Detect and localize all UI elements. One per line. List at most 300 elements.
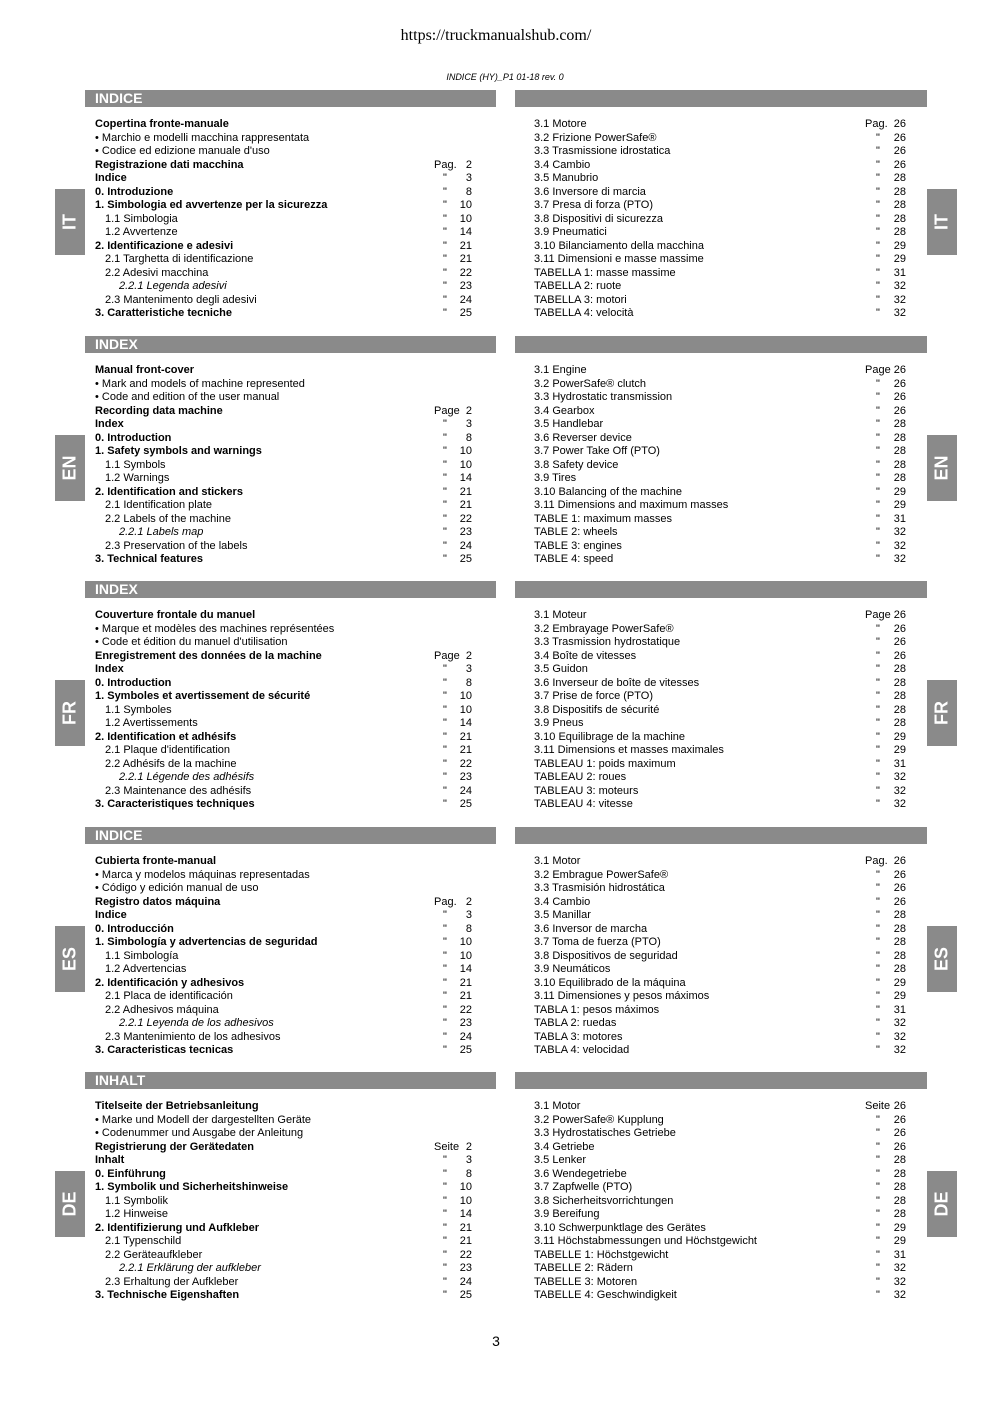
toc-entry[interactable]: [95, 785, 495, 799]
toc-entry[interactable]: [534, 717, 914, 731]
toc-entry[interactable]: [95, 869, 495, 883]
source-url[interactable]: https://truckmanualshub.com/: [400, 27, 592, 44]
toc-entry[interactable]: [534, 159, 914, 173]
toc-entry[interactable]: [95, 159, 495, 173]
toc-column-right: [534, 118, 914, 321]
toc-entry-title: 3.9 Pneus: [534, 717, 584, 729]
toc-entry[interactable]: [95, 609, 495, 623]
toc-entry[interactable]: [95, 226, 495, 240]
toc-entry-page-number: 24: [459, 1030, 472, 1043]
toc-entry-title: 3.5 Manillar: [534, 909, 591, 921]
toc-entry-title: TABLE 3: engines: [534, 539, 622, 552]
toc-entry[interactable]: [534, 213, 914, 227]
toc-entry[interactable]: [534, 240, 914, 254]
toc-entry-title: 3.8 Dispositivos de seguridad: [534, 949, 678, 962]
toc-entry-title: 3.9 Pneumatici: [534, 226, 607, 238]
toc-entry-page-prefix: ": [876, 703, 880, 716]
toc-entry[interactable]: [534, 785, 914, 799]
toc-entry-title: 2.2 Geräteaufkleber: [105, 1248, 203, 1261]
toc-entry-page-number: 8: [465, 676, 472, 689]
toc-entry[interactable]: [95, 1289, 495, 1303]
toc-entry[interactable]: [95, 1195, 495, 1209]
toc-entry[interactable]: [95, 636, 495, 650]
toc-entry-page-number: 10: [459, 949, 472, 962]
toc-entry-page-prefix: Seite: [434, 1140, 460, 1153]
toc-entry-page-number: 28: [893, 418, 906, 430]
toc-entry[interactable]: [534, 418, 914, 432]
toc-entry-title: 3.9 Tires: [534, 472, 577, 484]
toc-entry[interactable]: [534, 1100, 914, 1114]
toc-entry[interactable]: [95, 186, 495, 200]
toc-entry[interactable]: [95, 731, 495, 745]
toc-entry-title: 1.2 Avertissements: [105, 717, 198, 729]
toc-entry[interactable]: [95, 677, 495, 691]
toc-entry-page-prefix: ": [443, 703, 447, 716]
toc-entry-page-number: 26: [893, 895, 906, 908]
toc-entry-page-prefix: ": [876, 539, 880, 552]
toc-entry-page-number: 8: [465, 922, 472, 935]
toc-entry[interactable]: [534, 118, 914, 132]
toc-entry[interactable]: [534, 172, 914, 186]
toc-entry[interactable]: [534, 391, 914, 405]
language-tab-label: ES: [931, 946, 952, 972]
toc-entry[interactable]: [534, 663, 914, 677]
language-tab-label: DE: [931, 1191, 952, 1217]
toc-entry[interactable]: [534, 1222, 914, 1236]
toc-entry-page-number: 25: [459, 1289, 472, 1301]
toc-entry-page-number: 28: [893, 922, 906, 935]
toc-entry-page-number: 14: [459, 472, 472, 484]
toc-entry[interactable]: [534, 432, 914, 446]
toc-entry[interactable]: [534, 1141, 914, 1155]
toc-entry[interactable]: [95, 118, 495, 132]
toc-entry-title: 3.7 Toma de fuerza (PTO): [534, 936, 661, 948]
toc-entry[interactable]: [95, 267, 495, 281]
toc-entry-page-prefix: Pag.: [434, 158, 457, 171]
toc-entry-page-number: 10: [459, 703, 472, 716]
toc-entry[interactable]: [534, 744, 914, 758]
toc-entry-page-number: 25: [459, 798, 472, 810]
toc-entry-title: 2.1 Plaque d'identification: [105, 744, 231, 756]
toc-entry-page-prefix: ": [876, 253, 880, 265]
toc-entry-title: 0. Introduction: [95, 431, 172, 444]
toc-entry[interactable]: [95, 744, 495, 758]
toc-entry[interactable]: [95, 307, 495, 321]
toc-entry[interactable]: [95, 445, 495, 459]
toc-entry-page-number: 22: [459, 1003, 472, 1016]
toc-entry-title: 3.11 Dimensions and maximum masses: [534, 499, 729, 511]
toc-entry[interactable]: [534, 1276, 914, 1290]
toc-entry[interactable]: [534, 1195, 914, 1209]
toc-entry[interactable]: [95, 1100, 495, 1114]
toc-entry[interactable]: [534, 445, 914, 459]
toc-entry-page-prefix: ": [876, 868, 880, 881]
toc-entry-page-prefix: ": [876, 1030, 880, 1043]
toc-entry-title: 2.1 Targhetta di identificazione: [105, 253, 254, 265]
toc-entry[interactable]: [95, 1262, 495, 1276]
toc-entry[interactable]: [534, 1154, 914, 1168]
toc-entry[interactable]: [95, 240, 495, 254]
toc-entry-page-number: 28: [893, 1167, 906, 1180]
toc-entry[interactable]: [534, 1017, 914, 1031]
toc-entry[interactable]: [95, 499, 495, 513]
toc-entry[interactable]: [534, 882, 914, 896]
toc-entry[interactable]: [534, 267, 914, 281]
toc-entry[interactable]: [534, 855, 914, 869]
toc-entry-title: TABLE 1: maximum masses: [534, 512, 672, 525]
toc-entry-page-prefix: ": [443, 280, 447, 292]
toc-entry-title: TABELLA 1: masse massime: [534, 266, 676, 279]
toc-entry[interactable]: [534, 963, 914, 977]
toc-entry[interactable]: [534, 923, 914, 937]
toc-entry[interactable]: [95, 663, 495, 677]
toc-entry[interactable]: [95, 1168, 495, 1182]
toc-entry[interactable]: [95, 1141, 495, 1155]
toc-entry-page-number: 29: [893, 976, 906, 989]
toc-entry[interactable]: [95, 909, 495, 923]
toc-entry-page-number: 32: [893, 771, 906, 783]
toc-entry[interactable]: [95, 771, 495, 785]
toc-entry-page-prefix: ": [876, 744, 880, 756]
toc-entry[interactable]: [95, 253, 495, 267]
toc-entry[interactable]: [534, 623, 914, 637]
toc-entry[interactable]: [95, 798, 495, 812]
toc-entry[interactable]: [534, 936, 914, 950]
language-tab-right: [927, 189, 957, 255]
toc-entry-page-number: 2: [465, 649, 472, 662]
toc-entry[interactable]: [95, 553, 495, 567]
toc-entry-page-number: 26: [893, 1100, 906, 1112]
index-section-fr: [0, 581, 992, 827]
toc-entry[interactable]: [534, 677, 914, 691]
section-header-bar: [85, 1072, 496, 1089]
toc-entry[interactable]: [534, 869, 914, 883]
toc-entry-title: 3.6 Inverseur de boîte de vitesses: [534, 676, 700, 689]
toc-entry[interactable]: [534, 636, 914, 650]
toc-entry-page-prefix: ": [876, 976, 880, 989]
toc-entry[interactable]: [534, 526, 914, 540]
toc-entry-title: 3.1 Motore: [534, 118, 587, 130]
toc-entry[interactable]: [534, 226, 914, 240]
toc-entry-page-number: 2: [465, 404, 472, 417]
toc-entry-page-prefix: ": [876, 485, 880, 498]
toc-entry-page-prefix: ": [443, 185, 447, 198]
toc-entry[interactable]: [95, 758, 495, 772]
toc-entry-page-prefix: ": [443, 1167, 447, 1180]
toc-entry[interactable]: [534, 909, 914, 923]
toc-entry[interactable]: [534, 1208, 914, 1222]
toc-entry[interactable]: [95, 172, 495, 186]
toc-entry-page-number: 29: [893, 730, 906, 743]
toc-entry-page-prefix: ": [876, 391, 880, 403]
toc-entry[interactable]: [534, 540, 914, 554]
toc-entry[interactable]: [95, 378, 495, 392]
toc-entry[interactable]: [534, 307, 914, 321]
toc-entry-title: TABLA 1: pesos máximos: [534, 1003, 660, 1016]
toc-entry[interactable]: [534, 609, 914, 623]
toc-entry-page-prefix: ": [443, 418, 447, 430]
toc-entry-page-prefix: ": [443, 1248, 447, 1261]
toc-entry-page-prefix: ": [876, 990, 880, 1002]
toc-entry-page-prefix: ": [876, 512, 880, 525]
toc-entry-page-prefix: ": [443, 199, 447, 211]
toc-entry[interactable]: [95, 1249, 495, 1263]
toc-entry-page-prefix: ": [876, 798, 880, 810]
toc-entry-page-prefix: Seite: [865, 1100, 891, 1112]
toc-entry[interactable]: [534, 553, 914, 567]
toc-entry-page-prefix: ": [443, 909, 447, 921]
toc-entry-page-prefix: ": [443, 293, 447, 306]
toc-entry[interactable]: [95, 294, 495, 308]
toc-entry-page-number: 21: [459, 976, 472, 989]
toc-entry-title: Indice: [95, 172, 127, 184]
toc-entry[interactable]: [534, 1004, 914, 1018]
toc-entry[interactable]: [534, 132, 914, 146]
toc-entry[interactable]: [95, 1222, 495, 1236]
toc-entry-page-prefix: ": [876, 280, 880, 292]
toc-entry[interactable]: [534, 186, 914, 200]
toc-entry-page-number: 26: [893, 118, 906, 130]
toc-entry[interactable]: [95, 1044, 495, 1058]
toc-entry[interactable]: [534, 199, 914, 213]
toc-entry[interactable]: [95, 459, 495, 473]
toc-entry-title: 3.11 Höchstabmessungen und Höchstgewicht: [534, 1235, 757, 1247]
toc-entry[interactable]: [534, 1262, 914, 1276]
toc-entry[interactable]: [534, 1127, 914, 1141]
toc-entry-title: 1.2 Avvertenze: [105, 226, 178, 238]
toc-entry-page-number: 31: [893, 757, 906, 770]
toc-entry[interactable]: [534, 280, 914, 294]
toc-entry-page-number: 32: [893, 553, 906, 565]
toc-entry[interactable]: [95, 963, 495, 977]
toc-entry[interactable]: [95, 486, 495, 500]
toc-entry[interactable]: [534, 1114, 914, 1128]
toc-entry-page-prefix: ": [876, 445, 880, 457]
toc-entry[interactable]: [534, 459, 914, 473]
toc-entry-title: TABLA 2: ruedas: [534, 1017, 617, 1029]
toc-entry[interactable]: [95, 513, 495, 527]
toc-entry[interactable]: [95, 432, 495, 446]
toc-entry-title: 2.2.1 Legenda adesivi: [119, 280, 227, 292]
language-tab-left: [55, 680, 85, 746]
toc-entry-title: 1.1 Symboles: [105, 703, 172, 716]
toc-entry-page-number: 29: [893, 1221, 906, 1234]
toc-entry-page-number: 26: [893, 636, 906, 648]
toc-entry[interactable]: [95, 364, 495, 378]
toc-entry-title: • Código y edición manual de uso: [95, 882, 259, 894]
toc-entry[interactable]: [95, 199, 495, 213]
toc-entry-page-prefix: ": [876, 199, 880, 211]
toc-entry[interactable]: [95, 132, 495, 146]
toc-entry-title: 3.2 Embrayage PowerSafe®: [534, 622, 674, 635]
toc-entry[interactable]: [95, 896, 495, 910]
toc-entry[interactable]: [95, 990, 495, 1004]
toc-entry-title: 3.11 Dimensioni e masse massime: [534, 253, 704, 265]
toc-entry-title: 2.2.1 Labels map: [119, 526, 204, 538]
toc-entry-page-number: 28: [893, 690, 906, 702]
toc-entry[interactable]: [534, 1249, 914, 1263]
toc-entry-page-prefix: ": [876, 472, 880, 484]
toc-entry[interactable]: [95, 391, 495, 405]
toc-entry[interactable]: [95, 690, 495, 704]
toc-entry[interactable]: [534, 405, 914, 419]
toc-entry-title: 1. Safety symbols and warnings: [95, 445, 262, 457]
toc-entry-page-prefix: ": [876, 1235, 880, 1247]
toc-column-left: [95, 1100, 495, 1303]
toc-entry[interactable]: [95, 936, 495, 950]
toc-entry-page-number: 24: [459, 784, 472, 797]
toc-entry[interactable]: [534, 513, 914, 527]
toc-entry-page-prefix: ": [876, 1248, 880, 1261]
language-tab-left: [55, 189, 85, 255]
toc-entry[interactable]: [534, 1168, 914, 1182]
toc-entry-page-number: 21: [459, 1221, 472, 1234]
toc-entry[interactable]: [534, 145, 914, 159]
toc-entry-page-prefix: ": [876, 131, 880, 144]
toc-entry-page-prefix: ": [876, 690, 880, 702]
toc-entry-page-prefix: ": [443, 922, 447, 935]
toc-entry[interactable]: [534, 378, 914, 392]
toc-entry-title: • Codenummer und Ausgabe der Anleitung: [95, 1127, 304, 1139]
toc-entry-title: 2. Identificación y adhesivos: [95, 976, 245, 989]
toc-entry[interactable]: [534, 1289, 914, 1303]
toc-entry[interactable]: [534, 472, 914, 486]
toc-entry-page-prefix: ": [876, 553, 880, 565]
toc-entry[interactable]: [95, 145, 495, 159]
toc-entry-title: 3.3 Hydrostatic transmission: [534, 391, 673, 403]
toc-entry[interactable]: [95, 623, 495, 637]
toc-entry[interactable]: [534, 690, 914, 704]
toc-entry-title: Titelseite der Betriebsanleitung: [95, 1100, 259, 1112]
toc-entry[interactable]: [95, 1031, 495, 1045]
toc-entry[interactable]: [534, 977, 914, 991]
toc-entry-page-number: 21: [459, 485, 472, 498]
toc-entry[interactable]: [534, 294, 914, 308]
toc-entry[interactable]: [95, 704, 495, 718]
toc-entry[interactable]: [534, 499, 914, 513]
toc-entry[interactable]: [534, 364, 914, 378]
toc-entry-page-number: 29: [893, 1235, 906, 1247]
toc-entry-page-number: 26: [893, 1113, 906, 1126]
toc-entry[interactable]: [95, 950, 495, 964]
toc-entry[interactable]: [95, 418, 495, 432]
toc-entry[interactable]: [95, 1181, 495, 1195]
toc-entry[interactable]: [95, 1004, 495, 1018]
toc-entry-page-prefix: ": [443, 936, 447, 948]
toc-entry[interactable]: [95, 882, 495, 896]
toc-entry[interactable]: [534, 1181, 914, 1195]
toc-entry-page-prefix: ": [443, 307, 447, 319]
toc-entry[interactable]: [95, 650, 495, 664]
toc-entry-page-number: 32: [893, 1017, 906, 1029]
toc-entry-page-prefix: ": [443, 690, 447, 702]
toc-entry[interactable]: [534, 798, 914, 812]
toc-entry[interactable]: [95, 280, 495, 294]
toc-entry-page-number: 26: [893, 622, 906, 635]
toc-entry[interactable]: [534, 486, 914, 500]
toc-entry[interactable]: [95, 1154, 495, 1168]
language-tab-right: [927, 435, 957, 501]
toc-entry-page-number: 14: [459, 963, 472, 975]
toc-entry-title: 2.2 Adesivi macchina: [105, 266, 209, 279]
toc-entry-title: • Codice ed edizione manuale d'uso: [95, 145, 270, 157]
toc-entry-page-prefix: ": [443, 445, 447, 457]
toc-entry-title: 3. Technical features: [95, 553, 204, 565]
toc-entry-title: 3.10 Equilibrage de la machine: [534, 730, 686, 743]
toc-entry-page-number: 14: [459, 1208, 472, 1220]
toc-entry[interactable]: [534, 1235, 914, 1249]
toc-entry-page-number: 28: [893, 949, 906, 962]
index-section-de: [0, 1072, 992, 1318]
toc-entry-title: TABLEAU 4: vitesse: [534, 798, 633, 810]
toc-entry-page-number: 26: [893, 868, 906, 881]
toc-entry[interactable]: [534, 731, 914, 745]
toc-entry-page-number: 32: [893, 1030, 906, 1043]
toc-entry[interactable]: [95, 1127, 495, 1141]
toc-entry[interactable]: [534, 704, 914, 718]
toc-entry[interactable]: [534, 990, 914, 1004]
toc-entry[interactable]: [95, 405, 495, 419]
toc-entry-title: 3. Caratteristiche tecniche: [95, 307, 232, 319]
toc-entry-page-prefix: ": [876, 1017, 880, 1029]
toc-entry-page-prefix: Page: [865, 609, 891, 621]
toc-entry[interactable]: [95, 1208, 495, 1222]
toc-entry[interactable]: [95, 923, 495, 937]
toc-entry[interactable]: [95, 213, 495, 227]
toc-entry[interactable]: [95, 977, 495, 991]
toc-entry-title: Copertina fronte-manuale: [95, 118, 229, 130]
toc-entry[interactable]: [534, 1044, 914, 1058]
toc-entry-page-prefix: ": [876, 307, 880, 319]
toc-entry-page-number: 25: [459, 307, 472, 319]
toc-entry-title: TABELLA 4: velocità: [534, 307, 634, 319]
toc-entry[interactable]: [95, 1017, 495, 1031]
toc-entry-page-number: 28: [893, 676, 906, 689]
toc-entry[interactable]: [95, 1114, 495, 1128]
toc-entry[interactable]: [95, 717, 495, 731]
toc-entry-page-prefix: ": [876, 636, 880, 648]
toc-entry[interactable]: [534, 950, 914, 964]
toc-entry[interactable]: [95, 472, 495, 486]
toc-entry-title: 2.3 Erhaltung der Aufkleber: [105, 1275, 239, 1288]
toc-entry-title: 1.2 Advertencias: [105, 963, 187, 975]
toc-entry-page-prefix: ": [443, 784, 447, 797]
toc-entry[interactable]: [534, 758, 914, 772]
toc-entry-page-prefix: ": [443, 266, 447, 279]
language-tab-label: EN: [931, 455, 952, 481]
toc-column-right: [534, 364, 914, 567]
toc-entry[interactable]: [534, 253, 914, 267]
toc-entry[interactable]: [95, 526, 495, 540]
toc-entry[interactable]: [534, 1031, 914, 1045]
language-tab-label: DE: [59, 1191, 80, 1217]
toc-entry-page-number: 29: [893, 744, 906, 756]
toc-entry[interactable]: [95, 1276, 495, 1290]
toc-entry[interactable]: [534, 896, 914, 910]
toc-entry[interactable]: [534, 771, 914, 785]
toc-column-left: [95, 855, 495, 1058]
toc-entry-page-prefix: ": [876, 404, 880, 417]
toc-entry-page-number: 32: [893, 307, 906, 319]
toc-entry[interactable]: [95, 540, 495, 554]
toc-entry-page-prefix: ": [876, 922, 880, 935]
toc-entry-page-number: 21: [459, 1235, 472, 1247]
toc-entry[interactable]: [95, 855, 495, 869]
toc-entry[interactable]: [534, 650, 914, 664]
toc-entry[interactable]: [95, 1235, 495, 1249]
toc-entry-title: 1. Symboles et avertissement de sécurité: [95, 690, 311, 702]
toc-entry-title: TABLEAU 1: poids maximum: [534, 757, 676, 770]
